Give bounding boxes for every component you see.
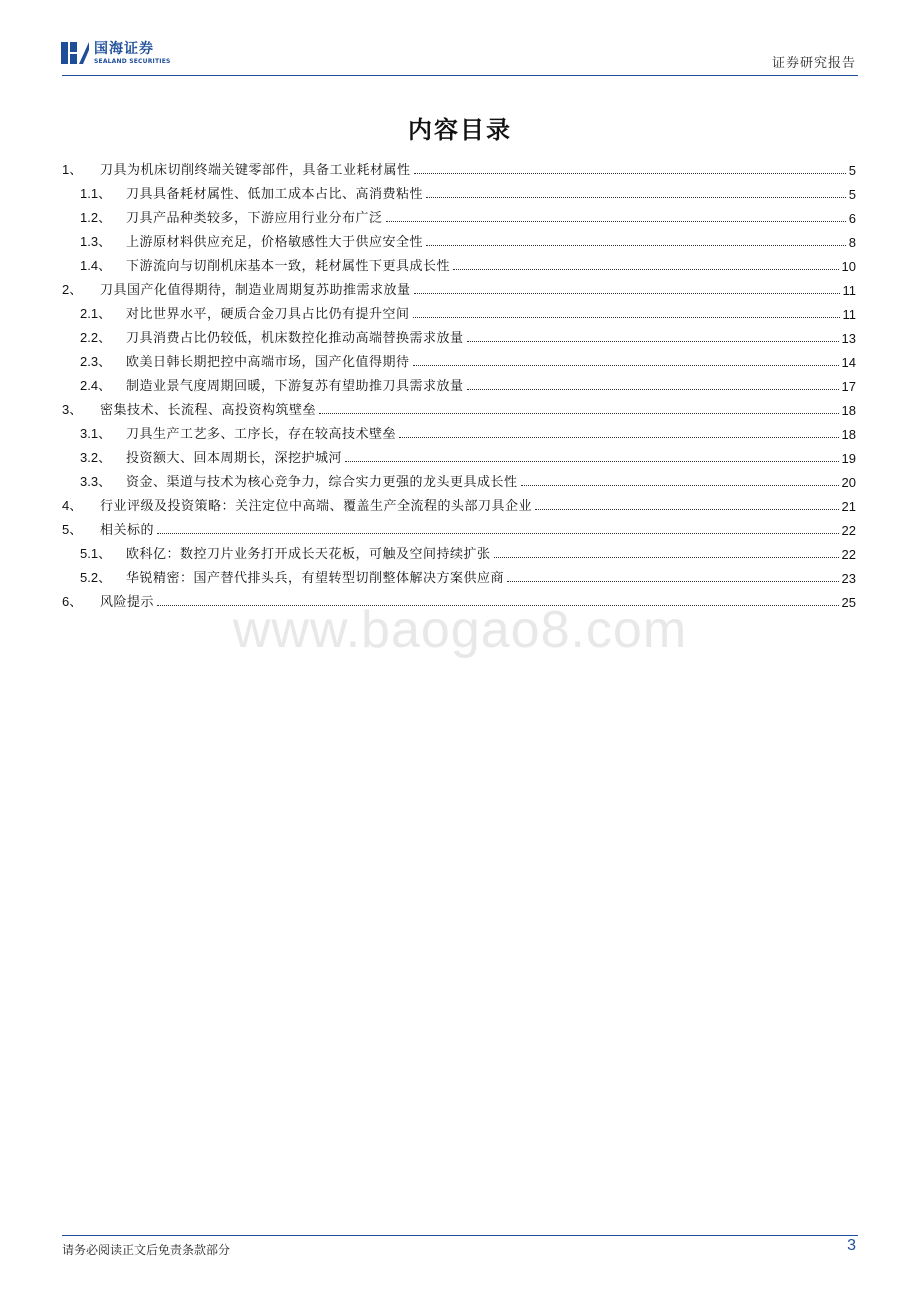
toc-entry[interactable]: [62, 250, 856, 274]
toc-entry-title: 刀具国产化值得期待，制造业周期复苏助推需求放量: [100, 283, 411, 298]
toc-entry[interactable]: [62, 226, 856, 250]
toc-dot-leader: [413, 317, 840, 318]
toc-entry-page: 25: [841, 595, 856, 610]
toc-entry-title: 资金、渠道与技术为核心竞争力，综合实力更强的龙头更具成长性: [126, 475, 518, 490]
header-divider: [62, 75, 858, 76]
toc-dot-leader: [453, 269, 839, 270]
toc-entry-page: 10: [841, 259, 856, 274]
footer-disclaimer: 请务必阅读正文后免责条款部分: [62, 1243, 231, 1257]
toc-dot-leader: [386, 221, 846, 222]
toc-entry-page: 5: [848, 187, 856, 202]
toc-entry-number: 2.4、: [80, 378, 112, 393]
toc-dot-leader: [507, 581, 839, 582]
toc-entry-title: 对比世界水平，硬质合金刀具占比仍有提升空间: [126, 307, 410, 322]
toc-entry[interactable]: [62, 418, 856, 442]
toc-dot-leader: [414, 293, 840, 294]
toc-dot-leader: [319, 413, 839, 414]
toc-entry-title: 制造业景气度周期回暖，下游复苏有望助推刀具需求放量: [126, 379, 464, 394]
toc-entry[interactable]: [62, 298, 856, 322]
toc-entry-title: 刀具生产工艺多、工序长，存在较高技术壁垒: [126, 427, 397, 442]
toc-entry-number: 3.2、: [80, 450, 112, 465]
toc-entry-page: 17: [841, 379, 856, 394]
toc-entry-number: 5.2、: [80, 570, 112, 585]
toc-dot-leader: [494, 557, 839, 558]
watermark: www.baogao8.com: [232, 601, 688, 659]
table-of-contents: [62, 154, 856, 610]
sealand-logo: [60, 38, 171, 68]
page-header: [0, 0, 920, 80]
toc-entry-title: 刀具消费占比仍较低，机床数控化推动高端替换需求放量: [126, 331, 464, 346]
toc-entry-number: 5.1、: [80, 546, 112, 561]
toc-entry-number: 2.3、: [80, 354, 112, 369]
toc-entry-number: 1、: [62, 162, 83, 177]
toc-entry-number: 1.3、: [80, 234, 112, 249]
toc-entry-page: 22: [841, 547, 856, 562]
toc-dot-leader: [426, 197, 846, 198]
toc-entry-title: 下游流向与切削机床基本一致，耗材属性下更具成长性: [126, 259, 451, 274]
toc-dot-leader: [521, 485, 839, 486]
toc-entry-title: 密集技术、长流程、高投资构筑壁垒: [100, 403, 317, 418]
toc-entry-page: 11: [842, 283, 856, 298]
toc-entry-number: 2、: [62, 282, 83, 297]
toc-entry-number: 3.1、: [80, 426, 112, 441]
toc-entry-title: 刀具为机床切削终端关键零部件，具备工业耗材属性: [100, 163, 411, 178]
toc-entry[interactable]: [62, 274, 856, 298]
toc-entry-page: 23: [841, 571, 856, 586]
logo-en-text: SEALAND SECURITIES: [94, 57, 171, 65]
toc-entry[interactable]: [62, 202, 856, 226]
toc-entry-number: 6、: [62, 594, 83, 609]
toc-entry-number: 3.3、: [80, 474, 112, 489]
toc-entry[interactable]: [62, 346, 856, 370]
toc-entry-title: 风险提示: [100, 595, 155, 610]
toc-dot-leader: [467, 389, 839, 390]
toc-entry-number: 2.2、: [80, 330, 112, 345]
toc-entry-title: 欧科亿：数控刀片业务打开成长天花板，可触及空间持续扩张: [126, 547, 491, 562]
toc-dot-leader: [413, 365, 839, 366]
toc-entry-number: 1.4、: [80, 258, 112, 273]
toc-dot-leader: [157, 533, 839, 534]
toc-entry-title: 刀具产品种类较多，下游应用行业分布广泛: [126, 211, 383, 226]
toc-entry-title: 欧美日韩长期把控中高端市场，国产化值得期待: [126, 355, 410, 370]
toc-entry-page: 18: [841, 427, 856, 442]
toc-entry-page: 18: [841, 403, 856, 418]
footer-divider: [62, 1235, 858, 1236]
toc-dot-leader: [414, 173, 846, 174]
toc-entry-title: 华锐精密：国产替代排头兵，有望转型切削整体解决方案供应商: [126, 571, 505, 586]
toc-entry-page: 22: [841, 523, 856, 538]
toc-entry-page: 8: [848, 235, 856, 250]
toc-entry[interactable]: [62, 514, 856, 538]
toc-entry-number: 5、: [62, 522, 83, 537]
toc-entry-title: 相关标的: [100, 523, 155, 538]
toc-dot-leader: [467, 341, 839, 342]
toc-dot-leader: [399, 437, 839, 438]
toc-entry[interactable]: [62, 154, 856, 178]
toc-entry-page: 14: [841, 355, 856, 370]
toc-entry-number: 1.2、: [80, 210, 112, 225]
sealand-logo-icon: [60, 40, 90, 66]
toc-entry-title: 投资额大、回本周期长，深挖护城河: [126, 451, 343, 466]
toc-entry-page: 5: [848, 163, 856, 178]
logo-cn-text: 国海证券: [94, 40, 154, 57]
toc-entry-title: 上游原材料供应充足，价格敏感性大于供应安全性: [126, 235, 424, 250]
toc-dot-leader: [345, 461, 839, 462]
page-number: 3: [847, 1237, 856, 1254]
toc-entry-page: 20: [841, 475, 856, 490]
toc-entry-page: 19: [841, 451, 856, 466]
toc-entry-number: 3、: [62, 402, 83, 417]
toc-title: 内容目录: [408, 115, 512, 144]
toc-entry[interactable]: [62, 490, 856, 514]
toc-entry[interactable]: [62, 322, 856, 346]
toc-entry-page: 6: [848, 211, 856, 226]
toc-entry-number: 2.1、: [80, 306, 112, 321]
toc-entry-number: 1.1、: [80, 186, 112, 201]
toc-entry-title: 行业评级及投资策略：关注定位中高端、覆盖生产全流程的头部刀具企业: [100, 499, 533, 514]
toc-entry[interactable]: [62, 442, 856, 466]
toc-entry-number: 4、: [62, 498, 83, 513]
report-type-label: 证券研究报告: [771, 56, 856, 71]
toc-entry-page: 13: [841, 331, 856, 346]
toc-entry-page: 21: [841, 499, 856, 514]
toc-dot-leader: [535, 509, 839, 510]
toc-entry[interactable]: [62, 466, 856, 490]
toc-entry-title: 刀具具备耗材属性、低加工成本占比、高消费粘性: [126, 187, 424, 202]
toc-entry[interactable]: [62, 562, 856, 586]
toc-entry[interactable]: [62, 394, 856, 418]
toc-entry[interactable]: [62, 370, 856, 394]
toc-entry[interactable]: [62, 178, 856, 202]
toc-entry-page: 11: [842, 307, 856, 322]
toc-dot-leader: [426, 245, 846, 246]
toc-entry[interactable]: [62, 538, 856, 562]
